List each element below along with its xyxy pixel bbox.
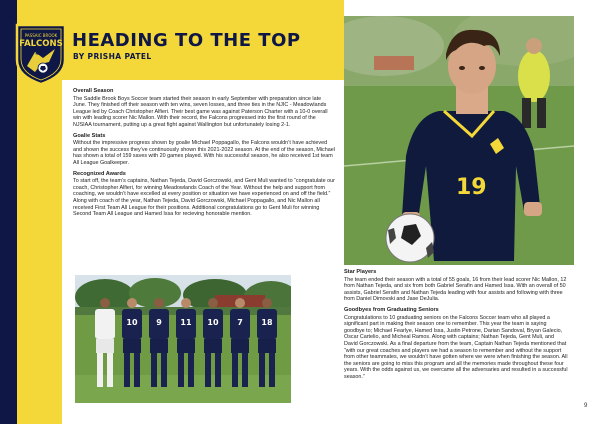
section-body-goalie-stats: Without the impressive progress shown by goalie Michael Poppagallo, the Falcons wouldn’t have achieved and shown the success they’ve continuously shown this 2021-2022 season. At the end of the season, Michael has shown a total of 159 saves with 20 games played. With his successful season, he also received 1st team All League Goalkeeper. bbox=[73, 140, 335, 166]
section-body-overall-season: The Saddle Brook Boys Soccer team started their season in early September with preparation since late June. They finished off their season with ten wins, seven losses, and three ties in the NJIC - Meadowlands League led by Coach Christopher Alfieri. Their best game was against Paterson Charter with a 10-0 overall win with leading scorer Nic Mallon. With their record, the Falcons progressed into the first round of the NJSIAA tournament, putting up a great fight against Wallington but unfortunately losing 2-1. bbox=[73, 95, 328, 128]
team-player-number: 11 bbox=[180, 318, 192, 327]
section-body-recognized-awards: To start off, the team’s captains, Nathan Tejeda, David Gorczowski, and Gent Muli wanted to “congratulate our coach, Christopher Alfieri, for winning Meadowlands Coach of the Year. Without the help and support from coaching, we wouldn’t have excelled at every position or situation we have experienced on and off the field.” Along with coach of the year, Nathan Tejeda, David Gorczowski, Michael Poppagallo, and Nic Mallon all received First Team All League for their positions. Additional congratulations go to Gent Muli for winning Second Team All League and Hamed Issa for recieving honorable mention. bbox=[73, 178, 335, 218]
section-heading-recognized-awards: Recognized Awards bbox=[73, 170, 126, 177]
team-player-number: 7 bbox=[237, 318, 243, 327]
logo-top-text: PASSAIC BROOK bbox=[24, 33, 58, 38]
section-heading-star-players: Star Players bbox=[344, 269, 377, 275]
left-column bbox=[73, 88, 335, 218]
section-body-graduating-seniors: Congratulations to 10 graduating seniors on the Falcons Soccer team who all played a significant part in making their season one to remember. This year the team is saying goodbye to; Michael Fearlye, Hamed Issa, Justin Petrone, Darian Sandoval, Bryan Galecio, Oscar Cartelio, and Micheal Ramos. Along with captains; Nathan Tejeda, Gent Muli, and David Gorczowski. As a final departure from the team, Captain Nathan Tejeda mentioned that “with our great coaches and players we had a season to remember and without the support from other teammates, we wouldn’t have gotten where we were when finishing the season. All the seniors are going to miss this program and all the memories made throughout these four years. With the odds against us, we overcame all the adversaries and resulted in a successful season.” bbox=[344, 314, 568, 380]
section-body-star-players: The team ended their season with a total of 55 goals, 16 from their lead scorer Nic Mallon, 12 from Nathan Tejeda, and six from both Gabriel Serafin and Hamed Issa. With an overall of 50 assists, Gabriel Serafin and Nathan Tejeda leading with four assists and following with three from Daniel Dimovski and Jase DeJulia. bbox=[344, 276, 567, 303]
team-player-number: 9 bbox=[156, 318, 162, 327]
falcons-logo bbox=[13, 22, 69, 86]
team-player-number: 10 bbox=[126, 318, 138, 327]
section-heading-goalie-stats: Goalie Stats bbox=[73, 132, 106, 139]
player-jersey-number: 19 bbox=[456, 175, 487, 200]
team-player-number: 18 bbox=[261, 318, 273, 327]
article-byline: BY PRISHA PATEL bbox=[73, 52, 152, 61]
section-heading-graduating-seniors: Goodbyes from Graduating Seniors bbox=[344, 306, 439, 313]
right-column bbox=[344, 269, 568, 381]
team-player-number: 10 bbox=[207, 318, 219, 327]
page-number: 9 bbox=[584, 403, 588, 409]
player-photo bbox=[344, 16, 574, 265]
logo-name: FALCONS bbox=[19, 39, 63, 49]
team-photo bbox=[75, 275, 291, 403]
falcon-shield-icon bbox=[13, 22, 69, 86]
section-heading-overall-season: Overall Season bbox=[73, 88, 114, 94]
article-title: HEADING TO THE TOP bbox=[72, 30, 301, 51]
